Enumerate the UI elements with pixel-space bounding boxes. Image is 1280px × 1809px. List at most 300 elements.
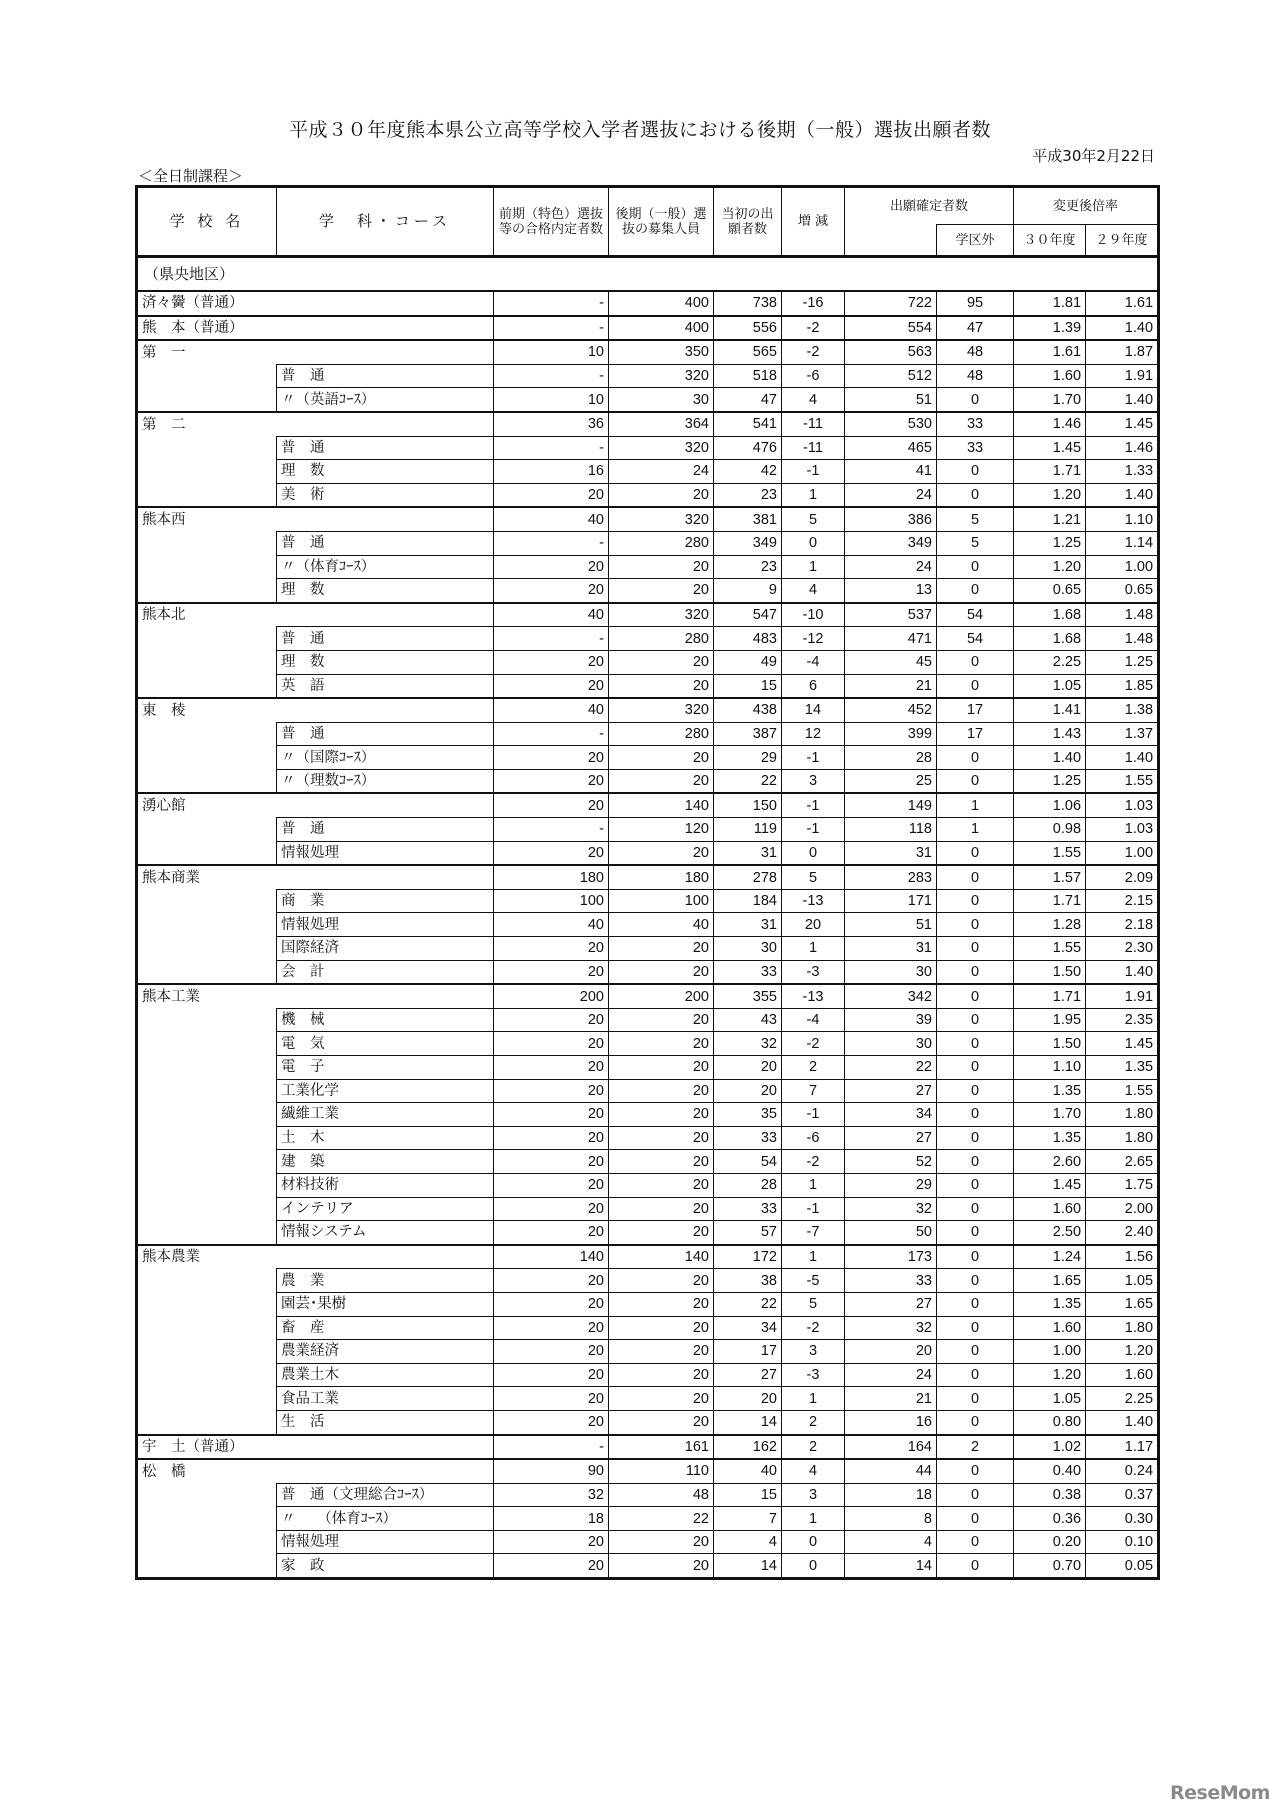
early-admitted-cell: 20 [494,1103,609,1127]
change-cell: -11 [782,412,845,436]
ratio-h29-cell: 1.10 [1086,507,1159,531]
confirmed-applicants-cell: 50 [845,1221,937,1245]
ratio-h30-cell: 1.70 [1014,388,1086,412]
late-capacity-cell: 20 [609,1173,714,1197]
department-row [137,818,1159,842]
confirmed-applicants-cell: 18 [845,1483,937,1507]
initial-applicants-cell: 162 [714,1435,782,1460]
ratio-h30-cell: 0.80 [1014,1410,1086,1434]
change-cell: 5 [782,865,845,889]
department-name: 繊維工業 [277,1103,494,1127]
ratio-h30-cell: 0.20 [1014,1530,1086,1554]
school-name [137,913,277,937]
ratio-h29-cell: 1.40 [1086,388,1159,412]
late-capacity-cell: 20 [609,841,714,865]
outside-district-cell: 0 [937,1103,1014,1127]
school-row [137,1459,1159,1483]
change-cell: 0 [782,531,845,555]
initial-applicants-cell: 33 [714,960,782,984]
initial-applicants-cell: 30 [714,937,782,961]
initial-applicants-cell: 387 [714,722,782,746]
late-capacity-cell: 22 [609,1507,714,1531]
outside-district-cell: 95 [937,291,1014,316]
early-admitted-cell: 40 [494,507,609,531]
early-admitted-cell: 20 [494,1056,609,1080]
late-capacity-cell: 20 [609,579,714,603]
initial-applicants-cell: 33 [714,1126,782,1150]
late-capacity-cell: 200 [609,984,714,1008]
initial-applicants-cell: 31 [714,841,782,865]
outside-district-cell: 0 [937,388,1014,412]
early-admitted-cell: - [494,436,609,460]
ratio-h30-cell: 1.81 [1014,291,1086,316]
ratio-h30-cell: 1.71 [1014,460,1086,484]
early-admitted-cell: - [494,364,609,388]
initial-applicants-cell: 29 [714,746,782,770]
confirmed-applicants-cell: 31 [845,841,937,865]
early-admitted-cell: 20 [494,1008,609,1032]
ratio-h29-cell: 2.09 [1086,865,1159,889]
department-row [137,1363,1159,1387]
change-cell: -11 [782,436,845,460]
change-cell: 4 [782,579,845,603]
confirmed-applicants-cell: 51 [845,913,937,937]
ratio-h29-cell: 1.33 [1086,460,1159,484]
confirmed-applicants-cell: 465 [845,436,937,460]
early-admitted-cell: 20 [494,555,609,579]
table-header [137,187,1159,257]
late-capacity-cell: 20 [609,1221,714,1245]
department-row [137,1410,1159,1434]
outside-district-cell: 0 [937,746,1014,770]
ratio-h29-cell: 0.24 [1086,1459,1159,1483]
school-name [137,1079,277,1103]
confirmed-applicants-cell: 41 [845,460,937,484]
ratio-h29-cell: 1.03 [1086,818,1159,842]
department-row [137,555,1159,579]
outside-district-cell: 0 [937,1056,1014,1080]
confirmed-applicants-cell: 537 [845,603,937,627]
initial-applicants-cell: 184 [714,889,782,913]
school-name: 熊本農業 [137,1245,277,1269]
school-row [137,1245,1159,1269]
outside-district-cell: 0 [937,1032,1014,1056]
outside-district-cell: 48 [937,340,1014,364]
confirmed-applicants-cell: 118 [845,818,937,842]
school-row [137,340,1159,364]
ratio-h30-cell: 1.46 [1014,412,1086,436]
school-name [137,460,277,484]
department-row [137,1103,1159,1127]
early-admitted-cell: 90 [494,1459,609,1483]
school-name [137,1316,277,1340]
confirmed-applicants-cell: 386 [845,507,937,531]
department-row [137,1292,1159,1316]
header-department: 学 科・コース [277,187,494,257]
initial-applicants-cell: 27 [714,1363,782,1387]
school-name: 第 一 [137,340,277,364]
department-row [137,1197,1159,1221]
late-capacity-cell: 180 [609,865,714,889]
late-capacity-cell: 100 [609,889,714,913]
school-name [137,555,277,579]
confirmed-applicants-cell: 21 [845,1387,937,1411]
change-cell: -2 [782,1150,845,1174]
outside-district-cell: 33 [937,436,1014,460]
change-cell: 3 [782,1340,845,1364]
late-capacity-cell: 400 [609,291,714,316]
ratio-h29-cell: 1.14 [1086,531,1159,555]
change-cell: 0 [782,1530,845,1554]
late-capacity-cell: 20 [609,960,714,984]
department-row [137,1126,1159,1150]
confirmed-applicants-cell: 32 [845,1316,937,1340]
ratio-h29-cell: 1.25 [1086,650,1159,674]
outside-district-cell: 0 [937,460,1014,484]
early-admitted-cell: - [494,531,609,555]
confirmed-applicants-cell: 24 [845,1363,937,1387]
late-capacity-cell: 40 [609,913,714,937]
change-cell: 5 [782,507,845,531]
confirmed-applicants-cell: 32 [845,1197,937,1221]
initial-applicants-cell: 15 [714,674,782,698]
ratio-h30-cell: 1.68 [1014,603,1086,627]
late-capacity-cell: 20 [609,1056,714,1080]
department-name: 理 数 [277,650,494,674]
late-capacity-cell: 140 [609,793,714,817]
department-name: 機 械 [277,1008,494,1032]
change-cell: -3 [782,960,845,984]
late-capacity-cell: 20 [609,650,714,674]
ratio-h29-cell: 1.48 [1086,603,1159,627]
outside-district-cell: 5 [937,507,1014,531]
department-name [277,340,494,364]
early-admitted-cell: 100 [494,889,609,913]
outside-district-cell: 0 [937,1530,1014,1554]
confirmed-applicants-cell: 24 [845,483,937,507]
ratio-h30-cell: 1.71 [1014,889,1086,913]
ratio-h29-cell: 1.35 [1086,1056,1159,1080]
change-cell: 1 [782,1173,845,1197]
header-confirmed-blank [845,225,937,257]
header-late-capacity: 後期（一般）選抜の募集人員 [609,187,714,257]
late-capacity-cell: 20 [609,1340,714,1364]
department-name: 会 計 [277,960,494,984]
school-name: 熊本西 [137,507,277,531]
late-capacity-cell: 30 [609,388,714,412]
initial-applicants-cell: 172 [714,1245,782,1269]
early-admitted-cell: 20 [494,1363,609,1387]
ratio-h29-cell: 1.00 [1086,841,1159,865]
initial-applicants-cell: 14 [714,1554,782,1579]
change-cell: -5 [782,1269,845,1293]
department-name [277,698,494,722]
confirmed-applicants-cell: 21 [845,674,937,698]
school-name [137,364,277,388]
confirmed-applicants-cell: 22 [845,1056,937,1080]
confirmed-applicants-cell: 452 [845,698,937,722]
change-cell: -1 [782,1197,845,1221]
initial-applicants-cell: 355 [714,984,782,1008]
school-name [137,388,277,412]
outside-district-cell: 0 [937,483,1014,507]
department-row [137,579,1159,603]
late-capacity-cell: 20 [609,1410,714,1434]
ratio-h29-cell: 1.65 [1086,1292,1159,1316]
confirmed-applicants-cell: 34 [845,1103,937,1127]
late-capacity-cell: 120 [609,818,714,842]
late-capacity-cell: 48 [609,1483,714,1507]
school-row [137,603,1159,627]
department-name: 美 術 [277,483,494,507]
early-admitted-cell: 40 [494,698,609,722]
ratio-h30-cell: 1.05 [1014,674,1086,698]
ratio-h30-cell: 1.20 [1014,1363,1086,1387]
initial-applicants-cell: 518 [714,364,782,388]
outside-district-cell: 0 [937,1150,1014,1174]
department-row [137,1221,1159,1245]
outside-district-cell: 0 [937,937,1014,961]
early-admitted-cell: 20 [494,1079,609,1103]
school-name [137,1173,277,1197]
department-name: 〃（英語ｺｰｽ） [277,388,494,412]
outside-district-cell: 1 [937,793,1014,817]
change-cell: -10 [782,603,845,627]
department-row [137,1483,1159,1507]
confirmed-applicants-cell: 283 [845,865,937,889]
document-date: 平成30年2月22日 [1032,147,1155,165]
ratio-h30-cell: 1.35 [1014,1079,1086,1103]
school-name [137,1340,277,1364]
school-name [137,1483,277,1507]
confirmed-applicants-cell: 164 [845,1435,937,1460]
ratio-h29-cell: 1.40 [1086,316,1159,341]
late-capacity-cell: 20 [609,1530,714,1554]
ratio-h30-cell: 0.98 [1014,818,1086,842]
ratio-h29-cell: 1.38 [1086,698,1159,722]
school-name [137,1410,277,1434]
ratio-h29-cell: 1.85 [1086,674,1159,698]
change-cell: 1 [782,1387,845,1411]
change-cell: -13 [782,889,845,913]
change-cell: 7 [782,1079,845,1103]
ratio-h30-cell: 1.05 [1014,1387,1086,1411]
school-row [137,698,1159,722]
department-name: 農業経済 [277,1340,494,1364]
confirmed-applicants-cell: 45 [845,650,937,674]
school-name [137,889,277,913]
department-name: 理 数 [277,460,494,484]
department-name: 理 数 [277,579,494,603]
early-admitted-cell: 20 [494,1554,609,1579]
initial-applicants-cell: 57 [714,1221,782,1245]
early-admitted-cell: 20 [494,1126,609,1150]
department-name: 普 通 [277,364,494,388]
early-admitted-cell: 40 [494,913,609,937]
early-admitted-cell: 20 [494,1197,609,1221]
early-admitted-cell: 20 [494,960,609,984]
ratio-h30-cell: 1.60 [1014,1316,1086,1340]
ratio-h30-cell: 0.65 [1014,579,1086,603]
department-row [137,1530,1159,1554]
late-capacity-cell: 280 [609,722,714,746]
ratio-h30-cell: 1.39 [1014,316,1086,341]
ratio-h29-cell: 1.03 [1086,793,1159,817]
department-row [137,841,1159,865]
school-name [137,531,277,555]
late-capacity-cell: 20 [609,1269,714,1293]
ratio-h30-cell: 1.20 [1014,555,1086,579]
department-name: 普 通 [277,531,494,555]
ratio-h30-cell: 1.57 [1014,865,1086,889]
change-cell: 3 [782,1483,845,1507]
confirmed-applicants-cell: 512 [845,364,937,388]
department-name: 情報システム [277,1221,494,1245]
early-admitted-cell: 20 [494,674,609,698]
early-admitted-cell: 20 [494,1221,609,1245]
department-name: 普 通 [277,818,494,842]
department-name: インテリア [277,1197,494,1221]
late-capacity-cell: 20 [609,1197,714,1221]
school-name [137,1150,277,1174]
ratio-h29-cell: 1.40 [1086,1410,1159,1434]
ratio-h30-cell: 0.36 [1014,1507,1086,1531]
department-name: 情報処理 [277,841,494,865]
initial-applicants-cell: 49 [714,650,782,674]
school-name [137,1530,277,1554]
document-title: 平成３０年度熊本県公立高等学校入学者選抜における後期（一般）選抜出願者数 [288,119,991,141]
ratio-h29-cell: 1.00 [1086,555,1159,579]
change-cell: 4 [782,388,845,412]
ratio-h30-cell: 1.45 [1014,436,1086,460]
early-admitted-cell: 20 [494,1150,609,1174]
ratio-h29-cell: 1.20 [1086,1340,1159,1364]
confirmed-applicants-cell: 39 [845,1008,937,1032]
initial-applicants-cell: 42 [714,460,782,484]
early-admitted-cell: 20 [494,769,609,793]
ratio-h30-cell: 1.21 [1014,507,1086,531]
applicants-table [135,185,1160,1580]
ratio-h29-cell: 1.61 [1086,291,1159,316]
department-row [137,1340,1159,1364]
initial-applicants-cell: 15 [714,1483,782,1507]
initial-applicants-cell: 4 [714,1530,782,1554]
change-cell: 0 [782,1554,845,1579]
ratio-h30-cell: 2.60 [1014,1150,1086,1174]
confirmed-applicants-cell: 30 [845,960,937,984]
initial-applicants-cell: 381 [714,507,782,531]
school-row [137,1435,1159,1460]
department-row [137,627,1159,651]
late-capacity-cell: 320 [609,364,714,388]
department-row [137,460,1159,484]
ratio-h29-cell: 2.00 [1086,1197,1159,1221]
early-admitted-cell: 40 [494,603,609,627]
ratio-h30-cell: 1.28 [1014,913,1086,937]
ratio-h30-cell: 0.38 [1014,1483,1086,1507]
outside-district-cell: 0 [937,1554,1014,1579]
school-name: 熊本工業 [137,984,277,1008]
initial-applicants-cell: 150 [714,793,782,817]
change-cell: 2 [782,1056,845,1080]
school-name [137,483,277,507]
confirmed-applicants-cell: 27 [845,1292,937,1316]
department-row [137,746,1159,770]
resemom-watermark: ReseMom [1170,1782,1270,1804]
department-row [137,1032,1159,1056]
department-name: 土 木 [277,1126,494,1150]
header-ratio-h29: ２９年度 [1086,225,1159,257]
ratio-h29-cell: 2.30 [1086,937,1159,961]
ratio-h29-cell: 1.91 [1086,984,1159,1008]
school-name [137,960,277,984]
initial-applicants-cell: 34 [714,1316,782,1340]
outside-district-cell: 2 [937,1435,1014,1460]
late-capacity-cell: 320 [609,603,714,627]
initial-applicants-cell: 23 [714,555,782,579]
outside-district-cell: 0 [937,1197,1014,1221]
early-admitted-cell: 20 [494,1387,609,1411]
school-name [137,818,277,842]
early-admitted-cell: 200 [494,984,609,1008]
ratio-h30-cell: 1.50 [1014,960,1086,984]
ratio-h29-cell: 2.35 [1086,1008,1159,1032]
school-name [137,722,277,746]
confirmed-applicants-cell: 20 [845,1340,937,1364]
ratio-h30-cell: 1.25 [1014,531,1086,555]
late-capacity-cell: 20 [609,1292,714,1316]
initial-applicants-cell: 7 [714,1507,782,1531]
confirmed-applicants-cell: 27 [845,1126,937,1150]
confirmed-applicants-cell: 51 [845,388,937,412]
ratio-h30-cell: 1.45 [1014,1173,1086,1197]
ratio-h29-cell: 2.18 [1086,913,1159,937]
early-admitted-cell: 20 [494,1269,609,1293]
late-capacity-cell: 320 [609,507,714,531]
confirmed-applicants-cell: 149 [845,793,937,817]
ratio-h29-cell: 1.17 [1086,1435,1159,1460]
ratio-h30-cell: 1.50 [1014,1032,1086,1056]
late-capacity-cell: 20 [609,1316,714,1340]
initial-applicants-cell: 14 [714,1410,782,1434]
department-name [277,1459,494,1483]
change-cell: 0 [782,841,845,865]
outside-district-cell: 0 [937,1292,1014,1316]
department-name [277,793,494,817]
initial-applicants-cell: 28 [714,1173,782,1197]
school-row [137,793,1159,817]
change-cell: -1 [782,1103,845,1127]
confirmed-applicants-cell: 31 [845,937,937,961]
ratio-h29-cell: 1.55 [1086,769,1159,793]
school-name [137,1008,277,1032]
late-capacity-cell: 400 [609,316,714,341]
late-capacity-cell: 20 [609,1126,714,1150]
change-cell: 12 [782,722,845,746]
school-name [137,769,277,793]
change-cell: -12 [782,627,845,651]
change-cell: -7 [782,1221,845,1245]
department-row [137,769,1159,793]
ratio-h29-cell: 0.65 [1086,579,1159,603]
late-capacity-cell: 20 [609,1150,714,1174]
outside-district-cell: 47 [937,316,1014,341]
change-cell: -1 [782,818,845,842]
outside-district-cell: 54 [937,627,1014,651]
school-name: 熊本商業 [137,865,277,889]
department-name: 〃（体育ｺｰｽ） [277,555,494,579]
initial-applicants-cell: 22 [714,1292,782,1316]
